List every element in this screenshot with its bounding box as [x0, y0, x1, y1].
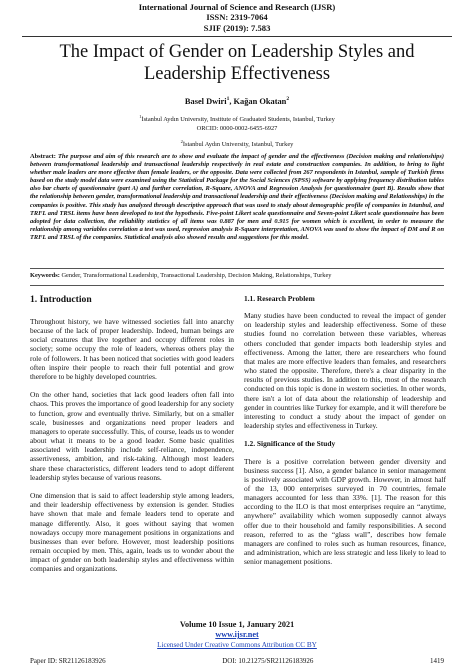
subsection-heading-research-problem: 1.1. Research Problem: [244, 294, 315, 303]
keywords-label: Keywords:: [30, 272, 60, 279]
significance-paragraph: There is a positive correlation between gender diversity and business success [1]. Also, a gender balance in senior management is positively associated with GDP growth. However, in almost half of the 13, 000 enterprises surveyed in 70 countries, female managers accounted for less than 33%. [1]. The reason for this according to the ILO is that most enterprises require an “anytime, anywhere” availability which women supposedly cannot always offer due to their household and family responsibilities. A second reason, referred to as the “glass wall”, describes how female managers are confined to roles such as human resources, finance, and administration, which are less strategic and less likely to lead to senior management positions.: [244, 456, 446, 567]
paper-id: Paper ID: SR21126183926: [30, 657, 106, 665]
journal-name: International Journal of Science and Research (IJSR): [138, 2, 336, 12]
license-link[interactable]: Licensed Under Creative Commons Attribution CC BY: [157, 641, 317, 650]
intro-paragraph: Throughout history, we have witnessed societies fall into anarchy because of the lack of proper leadership. Indeed, human beings are social creatures that live together and occupy different roles in society; some occupy the role of leaders, whereas others play the role of followers. It has been noticed that societies with good leaders often inspire their people to reach their full potential and grow therefore to be highly developed countries.: [30, 317, 234, 381]
affiliation-1-text: İstanbul Aydın University, Institute of Graduated Students, Istanbul, Turkey: [141, 116, 335, 124]
doi: DOI: 10.21275/SR21126183926: [222, 657, 314, 665]
author-1: Basel Dwiri: [184, 96, 227, 106]
journal-sjif: SJIF (2019): 7.583: [203, 22, 271, 33]
keywords: [30, 272, 444, 280]
header-divider: [22, 36, 452, 37]
section-heading-introduction: 1. Introduction: [30, 294, 92, 305]
intro-paragraph: One dimension that is said to affect leadership style among leaders, and their leadership effectiveness by extension is gender. Studies have shown that male and female leaders tend to operate and manage differently. Also, it goes without saying that women nowadays occupy more management positions in organizations and businesses than ever before. However, most leadership positions remain occupied by men. This, again, leads us to wonder about the impact of gender on both leadership styles and effectiveness within companies and organizations.: [30, 491, 234, 574]
abstract-label: Abstract:: [30, 153, 56, 160]
orcid: ORCID: 0000-0002-6455-6927: [196, 124, 278, 132]
affiliation-2: [40, 138, 434, 150]
journal-issn: ISSN: 2319-7064: [206, 12, 268, 23]
right-column: [244, 294, 446, 576]
journal-header: [0, 2, 474, 33]
paper-title: The Impact of Gender on Leadership Styles and Leadership Effectiveness: [59, 42, 415, 84]
author-2: Kağan Okatan: [233, 96, 287, 106]
research-problem-paragraph: Many studies have been conducted to reveal the impact of gender on leadership styles and leadership effectiveness. Some of these studies found no correlation between these variables, whereas others concluded that gender impacts both leadership styles and effectiveness. Among the latter, there are researchers who found that males are more effective leaders than females, and researchers who stated the opposite. Therefore, there's a clear disparity in the results of previous studies. In addition to this, most of the research conducted on this topic is done in western societies. In other words, there isn't a lot of data about the relationship of leadership and gender in countries like Turkey for example, and it will therefore be interesting to conduct a study about the impact of gender on leadership styles and effectiveness in Turkey.: [244, 311, 446, 431]
journal-website-link[interactable]: www.ijsr.net: [215, 630, 259, 640]
affiliation-2-text: İstanbul Aydın University, Istanbul, Turkey: [182, 141, 294, 149]
affiliation-1: [40, 113, 434, 133]
page-footer: [0, 620, 474, 651]
author-separator: ,: [229, 96, 234, 106]
intro-paragraph: On the other hand, societies that lack good leaders often fall into chaos. This proves the importance of good leadership for any society to function, grow and eventually thrive. Similarly, but on a smaller scale, businesses and organizations need proper leaders and managers to operate successfully. This, of course, leads us to wonder about what it means to be a good leader. Some basic qualities associated with leadership include self-reliance, independence, assertiveness, ambition, and risk-taking. Although most leaders share these characteristics, different leaders tend to adopt different leadership styles because of various reasons.: [30, 390, 234, 482]
keywords-divider-top: [30, 268, 444, 269]
author-list: [0, 96, 474, 106]
abstract: [30, 153, 444, 242]
page-number: 1419: [430, 657, 444, 665]
author-2-marker: 2: [286, 96, 290, 102]
volume-issue: Volume 10 Issue 1, January 2021: [179, 620, 295, 629]
keywords-divider-bottom: [30, 285, 444, 286]
footer-meta: [30, 657, 444, 665]
keywords-text: Gender, Transformational Leadership, Transactional Leadership, Decision Making, Relationships, Turkey: [61, 272, 332, 279]
affiliation-1-marker: 1: [139, 114, 142, 119]
left-column: [30, 294, 234, 583]
abstract-text: The purpose and aim of this research are to show and evaluate the impact of gender and the effectiveness (Decision making and relationships) between transformational leadership and transactional leadership respectively in real estate and construction companies. In addition, to bring to light whether male leaders are more effective than female leaders, or the opposite. Data were collected from 267 respondents in Istanbul, sample of Turkish firms based on the study model data were examined using the Statistical Package for the Social Sciences (SPSS) software by applying frequency distribution tables also bar charts of questionnaire (part A) and further correlation, R-Square, ANOVA and Regression Analysis for questionnaire (part B). Results show that the relationship between gender, transformational leadership and transactional leadership and their effectiveness (Decision making and Relationships) in the companies is positive. This study has analyzed through descriptive approach that was used to study about demographic profile of companies in Istanbul, and TRFL and TRSL items have been developed to test the hypothesis. Five-point Likert scale questionnaire and Seven-point Likert scale questionnaire has been adopted for data collection, the reliability statistics of all items was 0.887 for men and 0.915 for women which is excellent, in order to measure the relationship among variables correlation a test was used, regression analysis R-Square interpretation, ANOVA was used to show the impact of DM and R on TRFL and TRSL of the companies. Statistical analysis also showed results and suggestions for this model.: [30, 153, 444, 241]
affiliation-2-marker: 2: [180, 139, 183, 144]
subsection-heading-significance: 1.2. Significance of the Study: [244, 439, 336, 449]
author-1-marker: 1: [226, 96, 230, 102]
